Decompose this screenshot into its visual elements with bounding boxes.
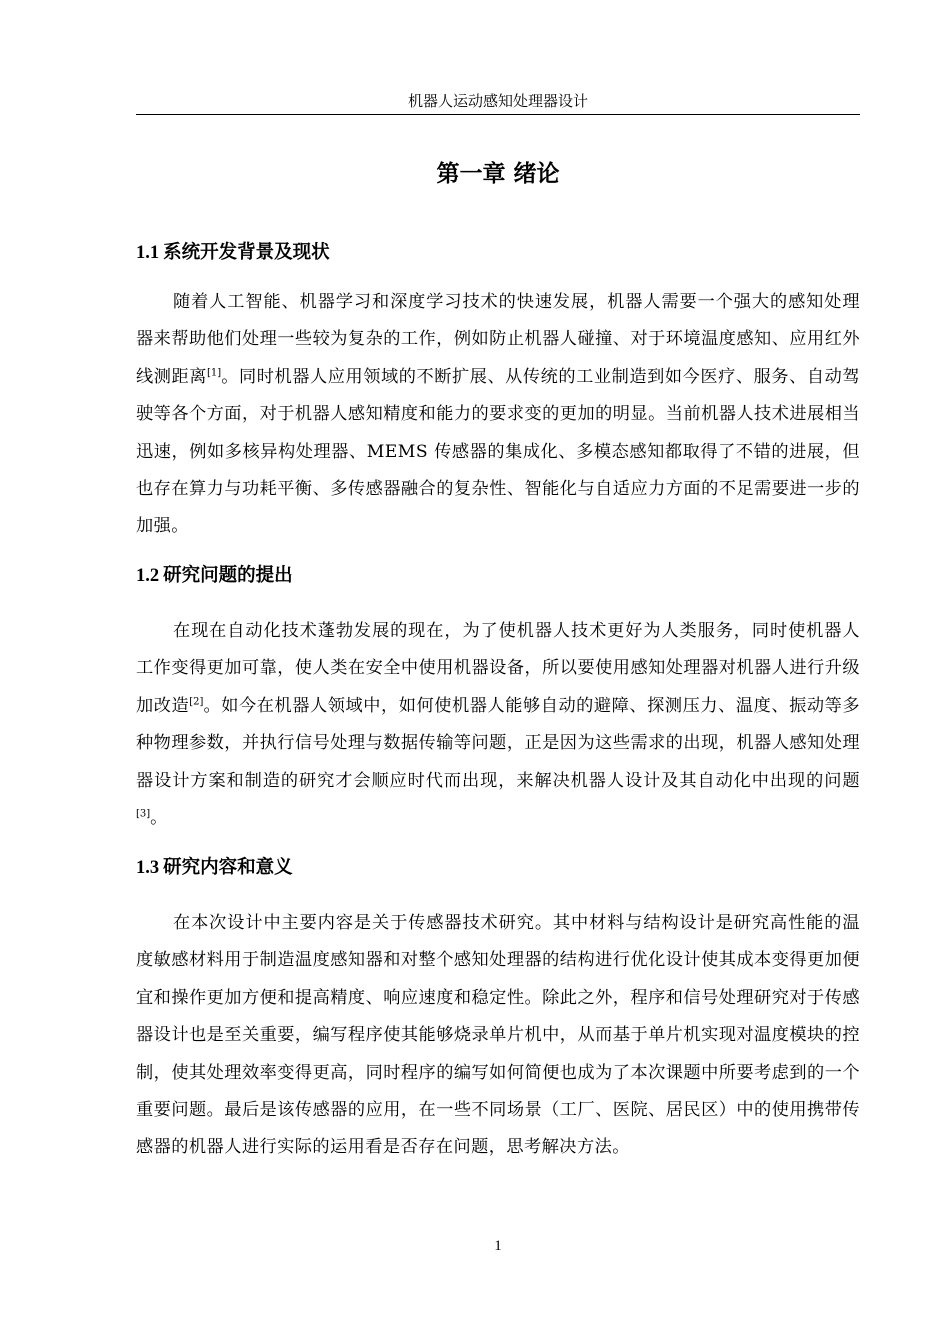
paragraph-text: 。如今在机器人领域中，如何使机器人能够自动的避障、探测压力、温度、振动等多种物理参数，并执行信号处理与数据传输等问题，正是因为这些需求的出现，机器人感知处理器设计方案和制造的研究才会顺应时代而出现，来解决机器人设计及其自动化中出现的问题 bbox=[136, 695, 861, 791]
section-title: 研究问题的提出 bbox=[163, 565, 293, 586]
section-number: 1.3 bbox=[136, 858, 160, 878]
paragraph-text: 随着人工智能、机器学习和深度学习技术的快速发展，机器人需要一个强大的感知处理器来帮助他们处理一些较为复杂的工作，例如防止机器人碰撞、对于环境温度感知、应用红外线测距离 bbox=[136, 292, 860, 387]
citation-1: [1] bbox=[206, 367, 222, 379]
section-heading-1-1 bbox=[136, 240, 860, 266]
paragraph-text: 。同时机器人应用领域的不断扩展、从传统的工业制造到如今医疗、服务、自动驾驶等各个方面，对于机器人感知精度和能力的要求变的更加的明显。当前机器人技术进展相当迅速，例如多核异构处理器、MEMS 传感器的集成化、多模态感知都取得了不错的进展，但也存在算力与功耗平衡、多传感器融合的复杂性、智能化与自适应力方面的不足需要进一步的加强。 bbox=[136, 366, 860, 537]
running-header: 机器人运动感知处理器设计 bbox=[136, 90, 860, 115]
section-heading-1-2 bbox=[136, 563, 860, 589]
citation-3: [3] bbox=[136, 808, 151, 820]
citation-2: [2] bbox=[189, 696, 204, 708]
section-1-2-paragraph bbox=[136, 613, 860, 837]
section-title: 研究内容和意义 bbox=[163, 857, 293, 878]
page-number: 1 bbox=[494, 1238, 502, 1254]
paragraph-text: 。 bbox=[150, 808, 168, 829]
chapter-title: 第一章 绪论 bbox=[436, 161, 560, 187]
paragraph-text: 在现在自动化技术蓬勃发展的现在，为了使机器人技术更好为人类服务，同时使机器人工作变得更加可靠，使人类在安全中使用机器设备，所以要使用感知处理器对机器人进行升级加改造 bbox=[136, 621, 860, 716]
section-number: 1.1 bbox=[136, 243, 160, 263]
section-1-3-paragraph bbox=[136, 905, 860, 1167]
paragraph-text: 在本次设计中主要内容是关于传感器技术研究。其中材料与结构设计是研究高性能的温度敏感材料用于制造温度感知器和对整个感知处理器的结构进行优化设计使其成本变得更加便宜和操作更加方便和提高精度、响应速度和稳定性。除此之外，程序和信号处理研究对于传感器设计也是至关重要，编写程序使其能够烧录单片机中，从而基于单片机实现对温度模块的控制，使其处理效率变得更高，同时程序的编写如何简便也成为了本次课题中所要考虑到的一个重要问题。最后是该传感器的应用，在一些不同场景（工厂、医院、居民区）中的使用携带传感器的机器人进行实际的运用看是否存在问题，思考解决方法。 bbox=[136, 913, 860, 1158]
section-1-1-paragraph bbox=[136, 284, 860, 546]
section-number: 1.2 bbox=[136, 566, 160, 586]
section-title: 系统开发背景及现状 bbox=[163, 242, 330, 263]
section-heading-1-3 bbox=[136, 855, 860, 881]
